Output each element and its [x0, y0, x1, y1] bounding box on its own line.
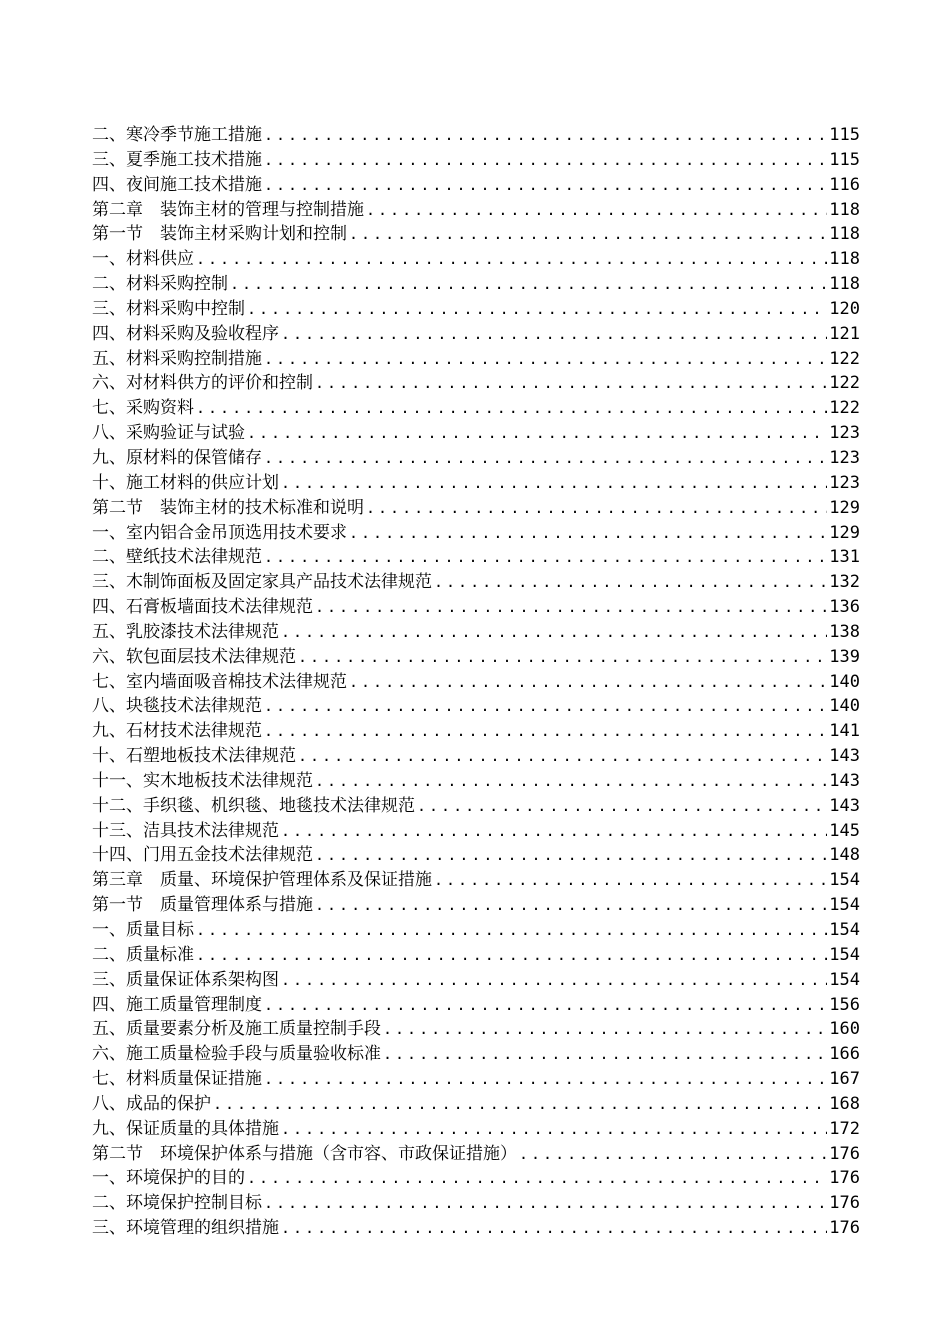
toc-entry-page-number: 143 [829, 795, 860, 816]
toc-entry-title: 一、室内铝合金吊顶选用技术要求 [92, 522, 347, 543]
toc-entry[interactable] [92, 247, 860, 272]
toc-entry-page-number: 118 [829, 224, 860, 245]
toc-entry-title: 六、软包面层技术法律规范 [92, 646, 296, 667]
toc-entry-page-number: 141 [829, 721, 860, 742]
dot-leader [417, 794, 827, 819]
toc-entry[interactable] [92, 396, 860, 421]
toc-entry[interactable] [92, 521, 860, 546]
toc-entry[interactable] [92, 1092, 860, 1117]
toc-entry-page-number: 118 [829, 249, 860, 270]
toc-entry-title: 第一节 装饰主材采购计划和控制 [92, 224, 347, 245]
dot-leader [264, 993, 827, 1018]
toc-entry-title: 九、保证质量的具体措施 [92, 1118, 279, 1139]
toc-entry-page-number: 145 [829, 820, 860, 841]
toc-entry-title: 三、木制饰面板及固定家具产品技术法律规范 [92, 572, 432, 593]
toc-entry-title: 七、室内墙面吸音棉技术法律规范 [92, 671, 347, 692]
toc-entry-page-number: 160 [829, 1019, 860, 1040]
toc-entry-page-number: 115 [829, 125, 860, 145]
toc-entry-page-number: 154 [829, 870, 860, 891]
toc-entry-title: 七、采购资料 [92, 398, 194, 419]
toc-entry-page-number: 156 [829, 994, 860, 1015]
toc-entry[interactable] [92, 421, 860, 446]
toc-entry-page-number: 118 [829, 274, 860, 295]
dot-leader [264, 148, 827, 173]
dot-leader [281, 1117, 827, 1142]
toc-entry-title: 二、寒冷季节施工措施 [92, 125, 262, 145]
toc-entry-title: 七、材料质量保证措施 [92, 1069, 262, 1090]
toc-entry-title: 四、材料采购及验收程序 [92, 323, 279, 344]
dot-leader [264, 545, 827, 570]
toc-entry-page-number: 143 [829, 746, 860, 767]
toc-entry[interactable] [92, 794, 860, 819]
toc-entry[interactable] [92, 222, 860, 247]
toc-entry-page-number: 129 [829, 497, 860, 518]
dot-leader [298, 744, 827, 769]
toc-entry[interactable] [92, 1117, 860, 1142]
dot-leader [281, 471, 827, 496]
toc-entry[interactable] [92, 1017, 860, 1042]
toc-entry[interactable] [92, 719, 860, 744]
dot-leader [315, 843, 827, 868]
toc-entry[interactable] [92, 1216, 860, 1241]
dot-leader [213, 1092, 827, 1117]
toc-entry-title: 十一、实木地板技术法律规范 [92, 770, 313, 791]
toc-entry-page-number: 123 [829, 423, 860, 444]
toc-entry[interactable] [92, 1166, 860, 1191]
toc-entry[interactable] [92, 1191, 860, 1216]
toc-entry[interactable] [92, 446, 860, 471]
toc-entry[interactable] [92, 993, 860, 1018]
dot-leader [247, 297, 827, 322]
toc-entry-title: 二、材料采购控制 [92, 274, 228, 295]
toc-entry-title: 十二、手织毯、机织毯、地毯技术法律规范 [92, 795, 415, 816]
toc-entry-page-number: 154 [829, 920, 860, 940]
toc-entry-title: 第二章 装饰主材的管理与控制措施 [92, 199, 364, 220]
toc-entry-title: 三、环境管理的组织措施 [92, 1218, 279, 1239]
toc-entry-title: 十四、门用五金技术法律规范 [92, 845, 313, 866]
toc-entry-page-number: 123 [829, 472, 860, 493]
dot-leader [315, 769, 827, 794]
toc-entry[interactable] [92, 1142, 860, 1167]
toc-entry-title: 五、乳胶漆技术法律规范 [92, 621, 279, 642]
toc-entry[interactable] [92, 272, 860, 297]
toc-entry-page-number: 122 [829, 398, 860, 419]
toc-entry-page-number: 118 [829, 199, 860, 220]
dot-leader [264, 719, 827, 744]
dot-leader [264, 123, 827, 148]
toc-entry-page-number: 172 [829, 1118, 860, 1139]
dot-leader [349, 670, 827, 695]
toc-entry[interactable] [92, 868, 860, 893]
toc-entry-title: 三、材料采购中控制 [92, 298, 245, 319]
toc-entry[interactable] [92, 173, 860, 198]
toc-entry[interactable] [92, 694, 860, 719]
toc-entry-page-number: 121 [829, 323, 860, 344]
dot-leader [196, 396, 827, 421]
toc-entry[interactable] [92, 1042, 860, 1067]
toc-entry-title: 五、质量要素分析及施工质量控制手段 [92, 1019, 381, 1040]
toc-entry-title: 五、材料采购控制措施 [92, 348, 262, 369]
toc-entry-page-number: 148 [829, 845, 860, 866]
toc-entry-page-number: 140 [829, 671, 860, 692]
toc-entry-page-number: 140 [829, 696, 860, 717]
toc-entry[interactable] [92, 893, 860, 918]
toc-entry-page-number: 138 [829, 621, 860, 642]
toc-entry-title: 第二节 装饰主材的技术标准和说明 [92, 497, 364, 518]
toc-entry-page-number: 115 [829, 149, 860, 170]
dot-leader [298, 645, 827, 670]
toc-entry-page-number: 132 [829, 572, 860, 593]
toc-entry[interactable] [92, 620, 860, 645]
dot-leader [196, 943, 827, 968]
toc-entry-page-number: 166 [829, 1044, 860, 1065]
toc-entry-page-number: 176 [829, 1168, 860, 1189]
toc-entry[interactable] [92, 843, 860, 868]
toc-entry[interactable] [92, 496, 860, 521]
toc-entry-title: 二、壁纸技术法律规范 [92, 547, 262, 568]
toc-entry[interactable] [92, 943, 860, 968]
toc-entry[interactable] [92, 322, 860, 347]
toc-entry-page-number: 122 [829, 373, 860, 394]
dot-leader [264, 1067, 827, 1092]
toc-entry-title: 第三章 质量、环境保护管理体系及保证措施 [92, 870, 432, 891]
toc-entry[interactable] [92, 570, 860, 595]
dot-leader [247, 421, 827, 446]
dot-leader [281, 1216, 827, 1241]
toc-entry-title: 八、块毯技术法律规范 [92, 696, 262, 717]
toc-entry-title: 四、施工质量管理制度 [92, 994, 262, 1015]
dot-leader [281, 620, 827, 645]
toc-entry[interactable] [92, 198, 860, 223]
toc-entry-title: 一、质量目标 [92, 920, 194, 940]
dot-leader [366, 198, 827, 223]
toc-entry[interactable] [92, 968, 860, 993]
dot-leader [281, 968, 827, 993]
dot-leader [434, 868, 827, 893]
toc-entry-page-number: 176 [829, 1143, 860, 1164]
toc-entry-page-number: 123 [829, 447, 860, 468]
dot-leader [434, 570, 827, 595]
toc-entry-title: 一、环境保护的目的 [92, 1168, 245, 1189]
toc-entry[interactable] [92, 471, 860, 496]
toc-entry-title: 九、石材技术法律规范 [92, 721, 262, 742]
toc-entry[interactable] [92, 1067, 860, 1092]
dot-leader [519, 1142, 827, 1167]
toc-entry-title: 九、原材料的保管储存 [92, 447, 262, 468]
toc-entry-title: 十三、洁具技术法律规范 [92, 820, 279, 841]
dot-leader [264, 347, 827, 372]
toc-entry-page-number: 131 [829, 547, 860, 568]
toc-entry[interactable] [92, 347, 860, 372]
toc-entry-page-number: 154 [829, 944, 860, 965]
dot-leader [230, 272, 827, 297]
toc-entry[interactable] [92, 123, 860, 148]
dot-leader [264, 694, 827, 719]
toc-entry[interactable] [92, 595, 860, 620]
toc-entry-page-number: 143 [829, 770, 860, 791]
dot-leader [349, 521, 827, 546]
toc-entry-title: 第二节 环境保护体系与措施（含市容、市政保证措施） [92, 1143, 517, 1164]
toc-entry-title: 八、成品的保护 [92, 1093, 211, 1114]
toc-entry-title: 二、质量标准 [92, 944, 194, 965]
toc-entry-page-number: 122 [829, 348, 860, 369]
toc-entry-title: 四、夜间施工技术措施 [92, 174, 262, 195]
dot-leader [315, 595, 827, 620]
toc-entry[interactable] [92, 918, 860, 943]
dot-leader [264, 446, 827, 471]
toc-entry-page-number: 168 [829, 1093, 860, 1114]
toc-entry-title: 十、石塑地板技术法律规范 [92, 746, 296, 767]
toc-entry-page-number: 154 [829, 969, 860, 990]
dot-leader [281, 322, 827, 347]
toc-entry-title: 四、石膏板墙面技术法律规范 [92, 597, 313, 618]
toc-entry-title: 三、夏季施工技术措施 [92, 149, 262, 170]
dot-leader [247, 1166, 827, 1191]
dot-leader [366, 496, 827, 521]
dot-leader [196, 247, 827, 272]
dot-leader [349, 222, 827, 247]
toc-entry[interactable] [92, 371, 860, 396]
toc-entry-title: 八、采购验证与试验 [92, 423, 245, 444]
toc-entry-title: 第一节 质量管理体系与措施 [92, 895, 313, 916]
toc-entry-page-number: 136 [829, 597, 860, 618]
dot-leader [264, 1191, 827, 1216]
dot-leader [315, 371, 827, 396]
toc-entry-page-number: 176 [829, 1218, 860, 1239]
toc-entry[interactable] [92, 744, 860, 769]
dot-leader [383, 1017, 827, 1042]
toc-entry[interactable] [92, 819, 860, 844]
toc-entry-page-number: 120 [829, 298, 860, 319]
toc-entry-page-number: 129 [829, 522, 860, 543]
toc-entry[interactable] [92, 148, 860, 173]
toc-entry-page-number: 139 [829, 646, 860, 667]
toc-entry-title: 六、施工质量检验手段与质量验收标准 [92, 1044, 381, 1065]
toc-entry-page-number: 176 [829, 1193, 860, 1214]
toc-entry-title: 三、质量保证体系架构图 [92, 969, 279, 990]
toc-entry-page-number: 167 [829, 1069, 860, 1090]
toc-entry-title: 十、施工材料的供应计划 [92, 472, 279, 493]
toc-entry-page-number: 116 [829, 174, 860, 195]
toc-entry[interactable] [92, 297, 860, 322]
toc-entry[interactable] [92, 545, 860, 570]
table-of-contents [92, 123, 860, 1241]
toc-entry-title: 二、环境保护控制目标 [92, 1193, 262, 1214]
dot-leader [315, 893, 827, 918]
dot-leader [281, 819, 827, 844]
toc-entry[interactable] [92, 670, 860, 695]
toc-entry[interactable] [92, 645, 860, 670]
toc-entry-page-number: 154 [829, 895, 860, 916]
toc-entry-title: 六、对材料供方的评价和控制 [92, 373, 313, 394]
dot-leader [383, 1042, 827, 1067]
toc-entry-title: 一、材料供应 [92, 249, 194, 270]
dot-leader [264, 173, 827, 198]
toc-entry[interactable] [92, 769, 860, 794]
dot-leader [196, 918, 827, 943]
